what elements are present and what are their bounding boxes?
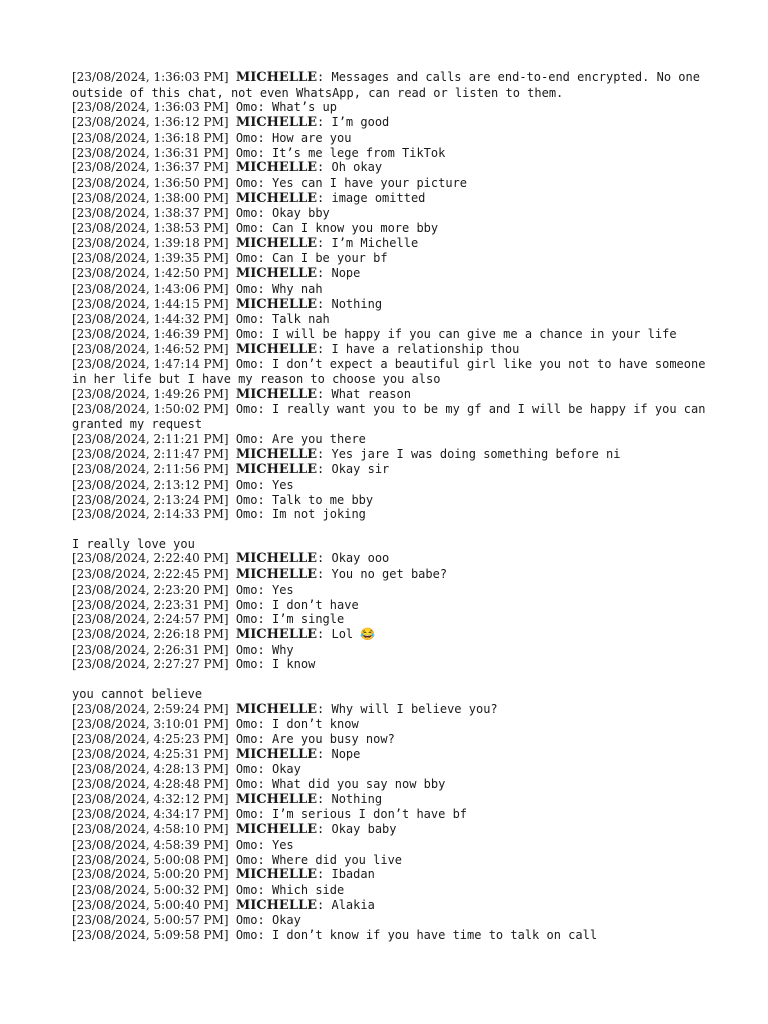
message-sender: MICHELLE	[235, 701, 318, 717]
message-timestamp: [23/08/2024, 1:36:03 PM]	[72, 70, 229, 84]
message-line: [23/08/2024, 4:28:13 PM] Omo: Okay	[72, 762, 301, 777]
message-timestamp: [23/08/2024, 1:42:50 PM]	[72, 266, 229, 281]
message-line: [23/08/2024, 2:27:27 PM] Omo: I know	[72, 657, 316, 672]
message-timestamp: [23/08/2024, 1:36:03 PM]	[72, 100, 229, 115]
message-timestamp: [23/08/2024, 1:44:32 PM]	[72, 312, 229, 327]
message-text: Nothing	[331, 296, 383, 311]
message-line: [23/08/2024, 1:36:12 PM] MICHELLE: I’m good	[72, 115, 390, 131]
message-line: [23/08/2024, 1:39:18 PM] MICHELLE: I’m Michelle	[72, 235, 419, 251]
message-timestamp: [23/08/2024, 1:36:31 PM]	[72, 145, 229, 160]
message-timestamp: [23/08/2024, 1:39:18 PM]	[72, 235, 229, 250]
message-text: I know	[271, 657, 316, 672]
message-text: I will be happy if you can give me a chance in your life	[271, 326, 677, 341]
message-text: Okay ooo	[331, 551, 390, 566]
message-line: [23/08/2024, 1:46:39 PM] Omo: I will be happy if you can give me a chance in your life	[72, 326, 677, 341]
message-text: Okay	[271, 913, 301, 928]
message-text: It’s me lege from TikTok	[271, 145, 446, 160]
message-line: [23/08/2024, 2:23:20 PM] Omo: Yes	[72, 582, 294, 597]
message-timestamp: [23/08/2024, 2:11:21 PM]	[72, 431, 229, 446]
message-line: [23/08/2024, 2:22:40 PM] MICHELLE: Okay ooo	[72, 551, 390, 567]
message-sender: Omo	[235, 326, 258, 341]
message-text: Nothing	[331, 791, 383, 806]
message-text: Okay bby	[271, 206, 330, 221]
message-text: I don’t expect a beautiful girl like you not to have someone in her life but I have my reason to choose you also	[72, 357, 713, 387]
message-line: [23/08/2024, 4:28:48 PM] Omo: What did you say now bby	[72, 777, 446, 792]
message-text: I’m Michelle	[331, 235, 419, 250]
message-timestamp: [23/08/2024, 4:25:31 PM]	[72, 746, 229, 761]
message-timestamp: [23/08/2024, 2:14:33 PM]	[72, 507, 229, 522]
message-sender: Omo	[235, 913, 258, 928]
message-continuation: you cannot believe	[72, 686, 203, 701]
message-sender: MICHELLE	[235, 266, 318, 282]
message-text: Lol 😂	[331, 627, 376, 641]
message-timestamp: [23/08/2024, 1:38:00 PM]	[72, 190, 229, 205]
message-sender: MICHELLE	[235, 791, 318, 807]
message-text: What reason	[331, 386, 411, 401]
message-timestamp: [23/08/2024, 4:25:23 PM]	[72, 731, 229, 746]
message-text: Nope	[331, 746, 361, 761]
message-line: [23/08/2024, 5:00:57 PM] Omo: Okay	[72, 913, 301, 928]
message-timestamp: [23/08/2024, 4:58:39 PM]	[72, 837, 229, 852]
message-line: [23/08/2024, 1:47:14 PM] Omo: I don’t expect a beautiful girl like you not to have someone in her life but I have my reason to choose you also	[72, 357, 713, 387]
message-text: Okay	[271, 762, 301, 777]
message-sender: MICHELLE	[235, 386, 318, 402]
message-text: Alakia	[331, 897, 375, 912]
message-text: What’s up	[271, 100, 337, 115]
message-text: Yes jare I was doing something before ni	[331, 446, 621, 461]
message-line: [23/08/2024, 1:38:53 PM] Omo: Can I know you more bby	[72, 221, 439, 236]
message-sender: Omo	[235, 597, 258, 612]
message-text: What did you say now bby	[271, 777, 446, 792]
message-sender: Omo	[235, 175, 258, 190]
message-sender: Omo	[235, 657, 258, 672]
message-text: I don’t have	[271, 597, 359, 612]
message-line: [23/08/2024, 1:49:26 PM] MICHELLE: What reason	[72, 386, 411, 402]
message-sender: Omo	[235, 357, 258, 372]
message-line: [23/08/2024, 2:26:18 PM] MICHELLE: Lol 😂	[72, 627, 376, 642]
message-timestamp: [23/08/2024, 1:46:39 PM]	[72, 326, 229, 341]
message-sender: Omo	[235, 582, 258, 597]
message-line: [23/08/2024, 1:43:06 PM] Omo: Why nah	[72, 281, 323, 296]
message-line: [23/08/2024, 1:38:00 PM] MICHELLE: image omitted	[72, 190, 426, 206]
message-sender: Omo	[235, 206, 258, 221]
message-line: [23/08/2024, 2:13:12 PM] Omo: Yes	[72, 477, 294, 492]
message-text: I don’t know	[271, 717, 359, 732]
message-text: Talk to me bby	[271, 492, 374, 507]
message-text: Can I be your bf	[271, 251, 388, 266]
message-text: How are you	[271, 130, 352, 145]
message-sender: MICHELLE	[235, 567, 318, 583]
message-text: Ibadan	[331, 867, 375, 882]
message-timestamp: [23/08/2024, 5:09:58 PM]	[72, 928, 229, 943]
message-line: [23/08/2024, 2:22:45 PM] MICHELLE: You no get babe?	[72, 567, 448, 583]
message-line: [23/08/2024, 1:50:02 PM] Omo: I really want you to be my gf and I will be happy if you can granted my request	[72, 402, 713, 432]
message-text: Yes	[271, 477, 294, 492]
message-timestamp: [23/08/2024, 1:43:06 PM]	[72, 281, 229, 296]
message-line: [23/08/2024, 5:00:32 PM] Omo: Which side	[72, 882, 345, 897]
message-timestamp: [23/08/2024, 1:38:37 PM]	[72, 206, 229, 221]
message-timestamp: [23/08/2024, 5:00:57 PM]	[72, 913, 229, 928]
message-line	[72, 687, 712, 702]
message-timestamp: [23/08/2024, 2:59:24 PM]	[72, 701, 229, 716]
message-sender: MICHELLE	[235, 160, 318, 176]
message-sender: Omo	[235, 431, 258, 446]
message-timestamp: [23/08/2024, 2:13:24 PM]	[72, 492, 229, 507]
message-line: [23/08/2024, 1:46:52 PM] MICHELLE: I have a relationship thou	[72, 341, 520, 357]
message-timestamp: [23/08/2024, 2:11:47 PM]	[72, 446, 229, 461]
message-text: Yes	[271, 582, 294, 597]
message-line: [23/08/2024, 5:00:20 PM] MICHELLE: Ibadan	[72, 867, 375, 883]
message-sender: MICHELLE	[235, 446, 318, 462]
message-line: [23/08/2024, 1:36:31 PM] Omo: It’s me lege from TikTok	[72, 145, 446, 160]
message-text: You no get babe?	[331, 567, 448, 582]
message-timestamp: [23/08/2024, 1:36:50 PM]	[72, 175, 229, 190]
message-timestamp: [23/08/2024, 1:50:02 PM]	[72, 402, 229, 417]
message-sender: Omo	[235, 837, 258, 852]
message-text: Nope	[331, 266, 361, 281]
message-timestamp: [23/08/2024, 5:00:40 PM]	[72, 897, 229, 912]
message-line: [23/08/2024, 4:34:17 PM] Omo: I’m serious I don’t have bf	[72, 807, 468, 822]
message-line: [23/08/2024, 1:36:37 PM] MICHELLE: Oh okay	[72, 160, 383, 176]
message-sender: Omo	[235, 612, 258, 627]
message-sender: MICHELLE	[235, 341, 318, 357]
message-timestamp: [23/08/2024, 1:47:14 PM]	[72, 357, 229, 372]
message-text: I’m good	[331, 115, 390, 130]
message-sender: Omo	[235, 928, 258, 943]
message-timestamp: [23/08/2024, 1:38:53 PM]	[72, 221, 229, 236]
message-text: Talk nah	[271, 312, 330, 327]
message-line: [23/08/2024, 4:32:12 PM] MICHELLE: Nothing	[72, 791, 383, 807]
message-text: Where did you live	[271, 852, 403, 867]
message-line: [23/08/2024, 2:13:24 PM] Omo: Talk to me bby	[72, 492, 374, 507]
message-sender: Omo	[235, 477, 258, 492]
message-sender: MICHELLE	[235, 746, 318, 762]
chat-transcript	[72, 70, 712, 943]
blank-line	[72, 522, 712, 537]
message-sender: MICHELLE	[235, 190, 318, 206]
message-timestamp: [23/08/2024, 2:13:12 PM]	[72, 477, 229, 492]
message-timestamp: [23/08/2024, 2:27:27 PM]	[72, 657, 229, 672]
message-text: image omitted	[331, 190, 426, 205]
message-timestamp: [23/08/2024, 4:32:12 PM]	[72, 791, 229, 806]
message-sender: Omo	[235, 777, 258, 792]
message-line: [23/08/2024, 5:00:40 PM] MICHELLE: Alakia	[72, 897, 375, 913]
message-sender: MICHELLE	[235, 551, 318, 567]
message-line: [23/08/2024, 5:09:58 PM] Omo: I don’t know if you have time to talk on call	[72, 928, 598, 943]
message-sender: MICHELLE	[235, 462, 318, 478]
message-timestamp: [23/08/2024, 1:44:15 PM]	[72, 296, 229, 311]
message-line: [23/08/2024, 1:36:03 PM] Omo: What’s up	[72, 100, 337, 115]
message-text: Okay baby	[331, 822, 397, 837]
message-line: [23/08/2024, 2:59:24 PM] MICHELLE: Why will I believe you?	[72, 701, 498, 717]
message-text: Yes	[271, 837, 294, 852]
message-sender: Omo	[235, 852, 258, 867]
message-timestamp: [23/08/2024, 2:23:20 PM]	[72, 582, 229, 597]
message-text: I don’t know if you have time to talk on call	[271, 928, 598, 943]
message-timestamp: [23/08/2024, 5:00:32 PM]	[72, 882, 229, 897]
message-line: [23/08/2024, 1:36:03 PM] MICHELLE: Messages and calls are end-to-end encrypted. No one outside of this chat, not even WhatsApp, can read or listen to them.	[72, 70, 708, 100]
message-sender: Omo	[235, 402, 258, 417]
message-text: Oh okay	[331, 160, 383, 175]
blank-line	[72, 672, 712, 687]
message-line: [23/08/2024, 4:58:39 PM] Omo: Yes	[72, 837, 294, 852]
message-text: Which side	[271, 882, 345, 897]
message-text: I’m serious I don’t have bf	[271, 807, 468, 822]
message-sender: Omo	[235, 882, 258, 897]
message-sender: Omo	[235, 807, 258, 822]
message-timestamp: [23/08/2024, 3:10:01 PM]	[72, 717, 229, 732]
message-line: [23/08/2024, 1:36:50 PM] Omo: Yes can I have your picture	[72, 175, 468, 190]
message-text: Messages and calls are end-to-end encrypted. No one outside of this chat, not even WhatsApp, can read or listen to them.	[72, 70, 708, 100]
message-text: Why will I believe you?	[331, 701, 498, 716]
message-sender: MICHELLE	[235, 822, 318, 838]
message-line: [23/08/2024, 4:58:10 PM] MICHELLE: Okay baby	[72, 822, 397, 838]
message-text: Why nah	[271, 281, 323, 296]
message-sender: Omo	[235, 130, 258, 145]
message-line: [23/08/2024, 2:11:47 PM] MICHELLE: Yes jare I was doing something before ni	[72, 446, 621, 462]
message-timestamp: [23/08/2024, 1:46:52 PM]	[72, 341, 229, 356]
message-timestamp: [23/08/2024, 4:28:13 PM]	[72, 762, 229, 777]
message-timestamp: [23/08/2024, 2:24:57 PM]	[72, 612, 229, 627]
message-timestamp: [23/08/2024, 1:36:12 PM]	[72, 115, 229, 130]
message-sender: Omo	[235, 762, 258, 777]
message-sender: Omo	[235, 221, 258, 236]
message-sender: Omo	[235, 145, 258, 160]
message-timestamp: [23/08/2024, 2:22:40 PM]	[72, 551, 229, 566]
message-sender: MICHELLE	[235, 235, 318, 251]
message-line: [23/08/2024, 1:44:15 PM] MICHELLE: Nothing	[72, 296, 383, 312]
message-continuation: I really love you	[72, 536, 195, 551]
message-sender: Omo	[235, 492, 258, 507]
message-line: [23/08/2024, 2:24:57 PM] Omo: I’m single	[72, 612, 345, 627]
message-text: Yes can I have your picture	[271, 175, 468, 190]
message-text: Why	[271, 642, 294, 657]
message-sender: Omo	[235, 507, 258, 522]
message-timestamp: [23/08/2024, 4:58:10 PM]	[72, 822, 229, 837]
message-text: I really want you to be my gf and I will be happy if you can granted my request	[72, 402, 713, 432]
message-line: [23/08/2024, 2:26:31 PM] Omo: Why	[72, 642, 294, 657]
message-sender: Omo	[235, 717, 258, 732]
message-line: [23/08/2024, 4:25:23 PM] Omo: Are you busy now?	[72, 731, 395, 746]
message-timestamp: [23/08/2024, 2:23:31 PM]	[72, 597, 229, 612]
message-timestamp: [23/08/2024, 2:26:18 PM]	[72, 627, 229, 641]
message-sender: MICHELLE	[235, 70, 318, 85]
message-text: I’m single	[271, 612, 345, 627]
message-line: [23/08/2024, 2:11:56 PM] MICHELLE: Okay sir	[72, 462, 390, 478]
message-timestamp: [23/08/2024, 1:36:18 PM]	[72, 130, 229, 145]
message-sender: Omo	[235, 100, 258, 115]
message-line: [23/08/2024, 2:11:21 PM] Omo: Are you there	[72, 431, 366, 446]
message-sender: Omo	[235, 642, 258, 657]
message-line: [23/08/2024, 2:23:31 PM] Omo: I don’t have	[72, 597, 359, 612]
message-text: Im not joking	[271, 507, 366, 522]
message-line: [23/08/2024, 1:42:50 PM] MICHELLE: Nope	[72, 266, 361, 282]
message-timestamp: [23/08/2024, 4:34:17 PM]	[72, 807, 229, 822]
message-text: Are you there	[271, 431, 366, 446]
message-timestamp: [23/08/2024, 1:39:35 PM]	[72, 251, 229, 266]
message-timestamp: [23/08/2024, 1:49:26 PM]	[72, 386, 229, 401]
message-timestamp: [23/08/2024, 5:00:08 PM]	[72, 852, 229, 867]
message-sender: Omo	[235, 251, 258, 266]
message-sender: Omo	[235, 312, 258, 327]
message-sender: MICHELLE	[235, 115, 318, 131]
message-sender: Omo	[235, 281, 258, 296]
message-line: [23/08/2024, 1:38:37 PM] Omo: Okay bby	[72, 206, 330, 221]
message-sender: MICHELLE	[235, 867, 318, 883]
message-sender: MICHELLE	[235, 897, 318, 913]
message-timestamp: [23/08/2024, 1:36:37 PM]	[72, 160, 229, 175]
message-sender: MICHELLE	[235, 627, 318, 642]
message-text: Can I know you more bby	[271, 221, 439, 236]
message-text: I have a relationship thou	[331, 341, 520, 356]
message-line: [23/08/2024, 1:36:18 PM] Omo: How are you	[72, 130, 352, 145]
message-timestamp: [23/08/2024, 2:11:56 PM]	[72, 462, 229, 477]
message-line: [23/08/2024, 3:10:01 PM] Omo: I don’t know	[72, 717, 359, 732]
message-timestamp: [23/08/2024, 5:00:20 PM]	[72, 867, 229, 882]
message-text: Okay sir	[331, 462, 390, 477]
message-line: [23/08/2024, 2:14:33 PM] Omo: Im not joking	[72, 507, 366, 522]
message-timestamp: [23/08/2024, 2:26:31 PM]	[72, 642, 229, 657]
message-timestamp: [23/08/2024, 4:28:48 PM]	[72, 777, 229, 792]
message-line	[72, 537, 712, 552]
message-sender: MICHELLE	[235, 296, 318, 312]
message-sender: Omo	[235, 731, 258, 746]
message-line: [23/08/2024, 1:39:35 PM] Omo: Can I be your bf	[72, 251, 388, 266]
message-line: [23/08/2024, 5:00:08 PM] Omo: Where did you live	[72, 852, 403, 867]
message-line: [23/08/2024, 4:25:31 PM] MICHELLE: Nope	[72, 746, 361, 762]
message-line: [23/08/2024, 1:44:32 PM] Omo: Talk nah	[72, 312, 330, 327]
message-text: Are you busy now?	[271, 731, 395, 746]
message-timestamp: [23/08/2024, 2:22:45 PM]	[72, 567, 229, 582]
